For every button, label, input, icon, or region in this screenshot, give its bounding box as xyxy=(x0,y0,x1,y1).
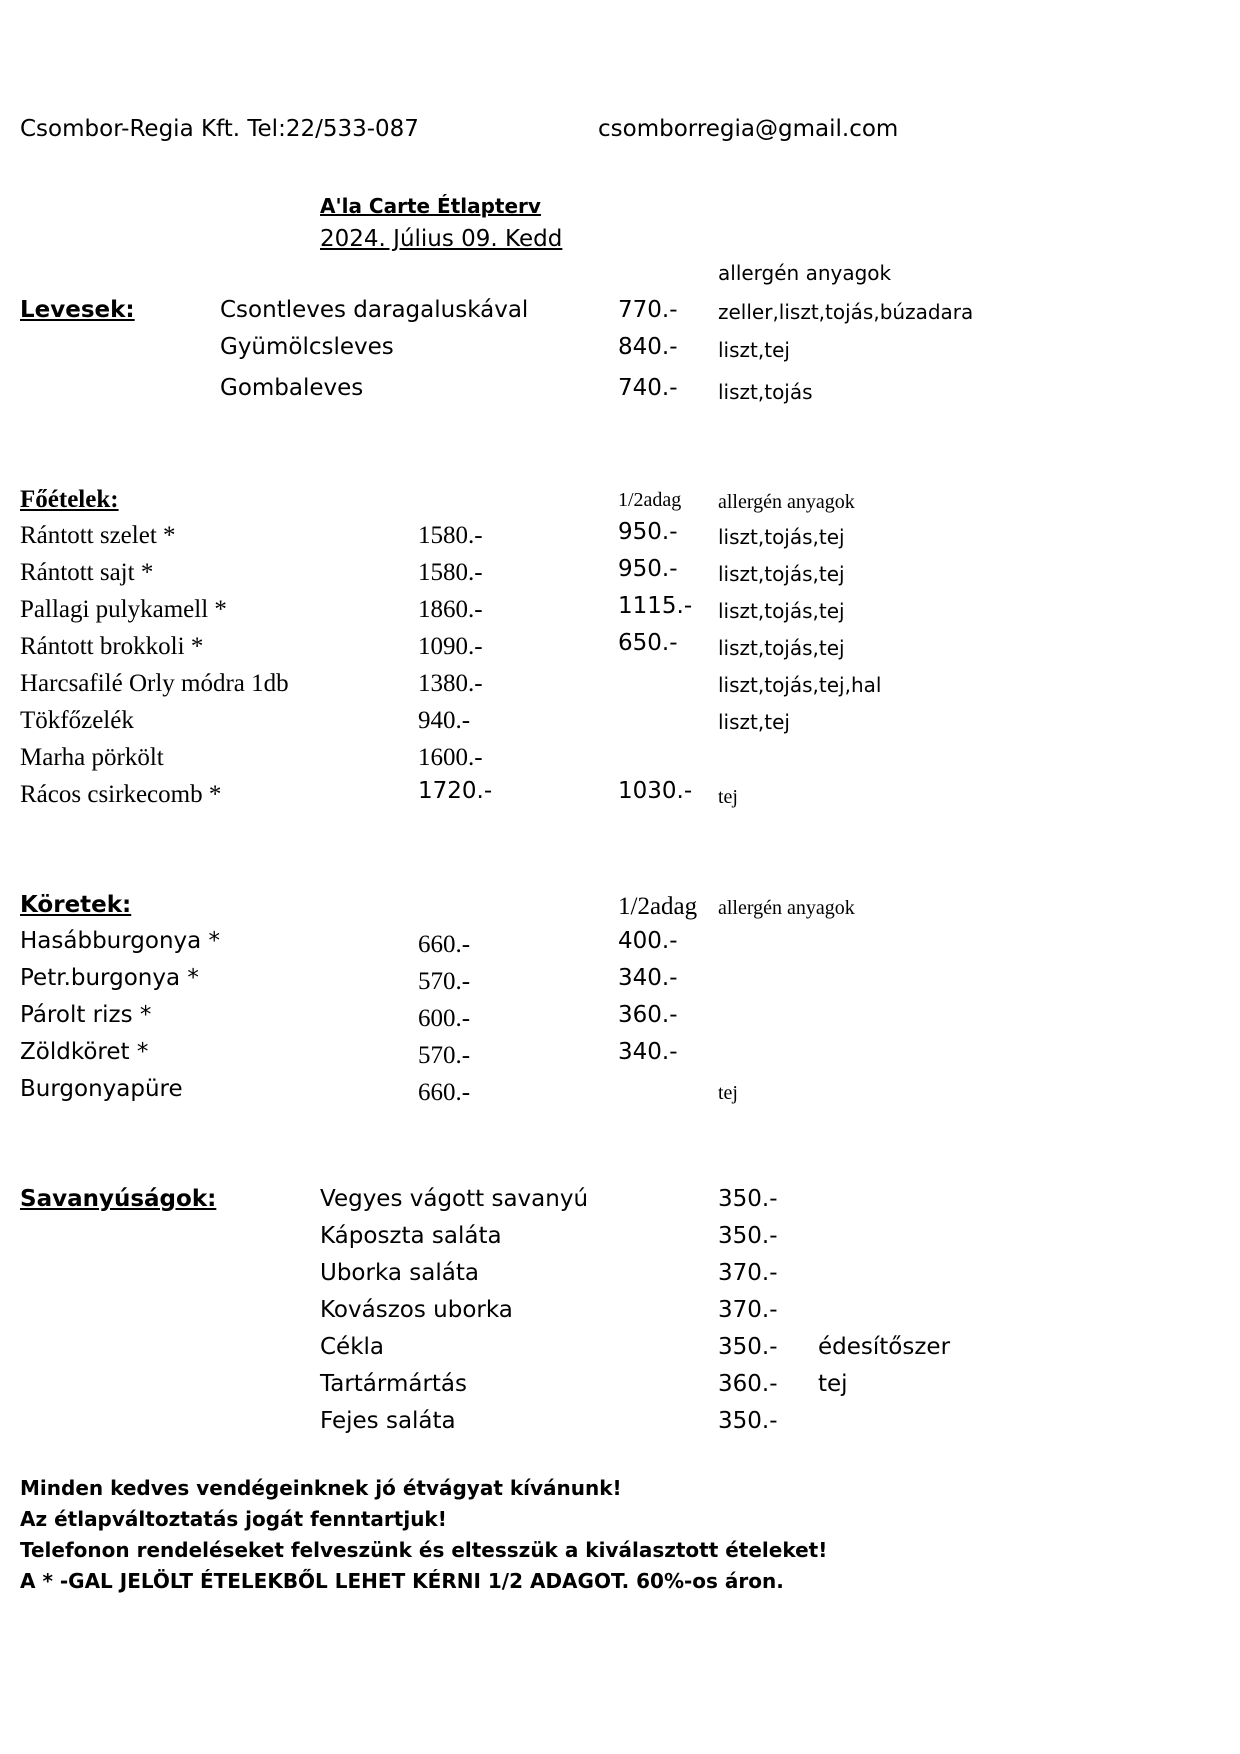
main-name: Rántott sajt * xyxy=(20,559,154,586)
side-price: 570.- xyxy=(418,968,471,995)
side-half-price: 400.- xyxy=(618,928,678,954)
main-allergens: liszt,tojás,tej xyxy=(718,599,845,623)
pickle-price: 370.- xyxy=(718,1297,778,1323)
sides-allergen-header: allergén anyagok xyxy=(718,897,855,919)
footer-line: Minden kedves vendégeinknek jó étvágyat kívánunk! xyxy=(20,1476,622,1500)
side-half-price: 340.- xyxy=(618,1039,678,1065)
pickle-name: Uborka saláta xyxy=(320,1260,479,1286)
soup-price: 840.- xyxy=(618,334,678,360)
footer-line: A * -GAL JELÖLT ÉTELEKBŐL LEHET KÉRNI 1/2 ADAGOT. 60%-os áron. xyxy=(20,1569,784,1593)
side-price: 660.- xyxy=(418,1079,471,1106)
soups-heading: Levesek: xyxy=(20,297,135,323)
side-price: 570.- xyxy=(418,1042,471,1069)
soup-name: Csontleves daragaluskával xyxy=(220,297,529,323)
side-name: Párolt rizs * xyxy=(20,1002,152,1028)
main-price: 1860.- xyxy=(418,596,483,623)
pickle-name: Vegyes vágott savanyú xyxy=(320,1186,589,1212)
pickle-name: Fejes saláta xyxy=(320,1408,456,1434)
footer-line: Az étlapváltoztatás jogát fenntartjuk! xyxy=(20,1507,447,1531)
main-allergens: liszt,tojás,tej,hal xyxy=(718,673,882,697)
main-half-price: 950.- xyxy=(618,519,678,545)
main-allergens: liszt,tojás,tej xyxy=(718,562,845,586)
main-name: Tökfőzelék xyxy=(20,707,134,734)
main-name: Harcsafilé Orly módra 1db xyxy=(20,670,289,697)
pickle-name: Cékla xyxy=(320,1334,385,1360)
sides-heading: Köretek: xyxy=(20,892,132,918)
soup-price: 740.- xyxy=(618,375,678,401)
soup-price: 770.- xyxy=(618,297,678,323)
main-allergens: liszt,tojás,tej xyxy=(718,636,845,660)
side-price: 600.- xyxy=(418,1005,471,1032)
main-half-price: 1115.- xyxy=(618,593,693,619)
main-name: Marha pörkölt xyxy=(20,744,164,771)
main-name: Rántott brokkoli * xyxy=(20,633,204,660)
main-name: Rácos csirkecomb * xyxy=(20,781,222,808)
side-name: Burgonyapüre xyxy=(20,1076,183,1102)
side-half-price: 340.- xyxy=(618,965,678,991)
soup-name: Gyümölcsleves xyxy=(220,334,394,360)
main-price: 1090.- xyxy=(418,633,483,660)
pickle-name: Káposzta saláta xyxy=(320,1223,502,1249)
main-name: Rántott szelet * xyxy=(20,522,176,549)
side-price: 660.- xyxy=(418,931,471,958)
side-allergens: tej xyxy=(718,1082,738,1104)
soup-allergens: zeller,liszt,tojás,búzadara xyxy=(718,300,974,324)
company-info: Csombor-Regia Kft. Tel:22/533-087 xyxy=(20,116,419,142)
soup-name: Gombaleves xyxy=(220,375,364,401)
soup-allergens: liszt,tojás xyxy=(718,380,813,404)
main-price: 1720.- xyxy=(418,778,493,804)
pickle-name: Kovászos uborka xyxy=(320,1297,513,1323)
main-price: 1580.- xyxy=(418,559,483,586)
menu-date: 2024. Július 09. Kedd xyxy=(320,226,563,252)
main-price: 940.- xyxy=(418,707,471,734)
main-price: 1380.- xyxy=(418,670,483,697)
sides-half-header: 1/2adag xyxy=(618,893,698,920)
main-price: 1580.- xyxy=(418,522,483,549)
pickle-price: 350.- xyxy=(718,1334,778,1360)
menu-title: A'la Carte Étlapterv xyxy=(320,194,541,218)
soup-allergens: liszt,tej xyxy=(718,338,790,362)
pickle-price: 350.- xyxy=(718,1408,778,1434)
pickle-price: 370.- xyxy=(718,1260,778,1286)
mains-allergen-header: allergén anyagok xyxy=(718,491,855,513)
pickle-note: tej xyxy=(818,1371,848,1397)
main-name: Pallagi pulykamell * xyxy=(20,596,227,623)
pickle-note: édesítőszer xyxy=(818,1334,951,1360)
main-price: 1600.- xyxy=(418,744,483,771)
side-name: Zöldköret * xyxy=(20,1039,149,1065)
soups-allergen-header: allergén anyagok xyxy=(718,261,892,285)
main-allergens: liszt,tej xyxy=(718,710,790,734)
pickle-name: Tartármártás xyxy=(320,1371,468,1397)
main-half-price: 650.- xyxy=(618,630,678,656)
pickle-price: 350.- xyxy=(718,1186,778,1212)
email: csomborregia@gmail.com xyxy=(598,116,899,142)
mains-heading: Főételek: xyxy=(20,486,119,513)
pickle-price: 360.- xyxy=(718,1371,778,1397)
side-half-price: 360.- xyxy=(618,1002,678,1028)
footer-line: Telefonon rendeléseket felveszünk és eltesszük a kiválasztott ételeket! xyxy=(20,1538,828,1562)
main-allergens: tej xyxy=(718,786,738,808)
side-name: Petr.burgonya * xyxy=(20,965,199,991)
side-name: Hasábburgonya * xyxy=(20,928,221,954)
pickles-heading: Savanyúságok: xyxy=(20,1186,217,1212)
main-allergens: liszt,tojás,tej xyxy=(718,525,845,549)
pickle-price: 350.- xyxy=(718,1223,778,1249)
mains-half-header: 1/2adag xyxy=(618,489,682,511)
main-half-price: 950.- xyxy=(618,556,678,582)
main-half-price: 1030.- xyxy=(618,778,693,804)
